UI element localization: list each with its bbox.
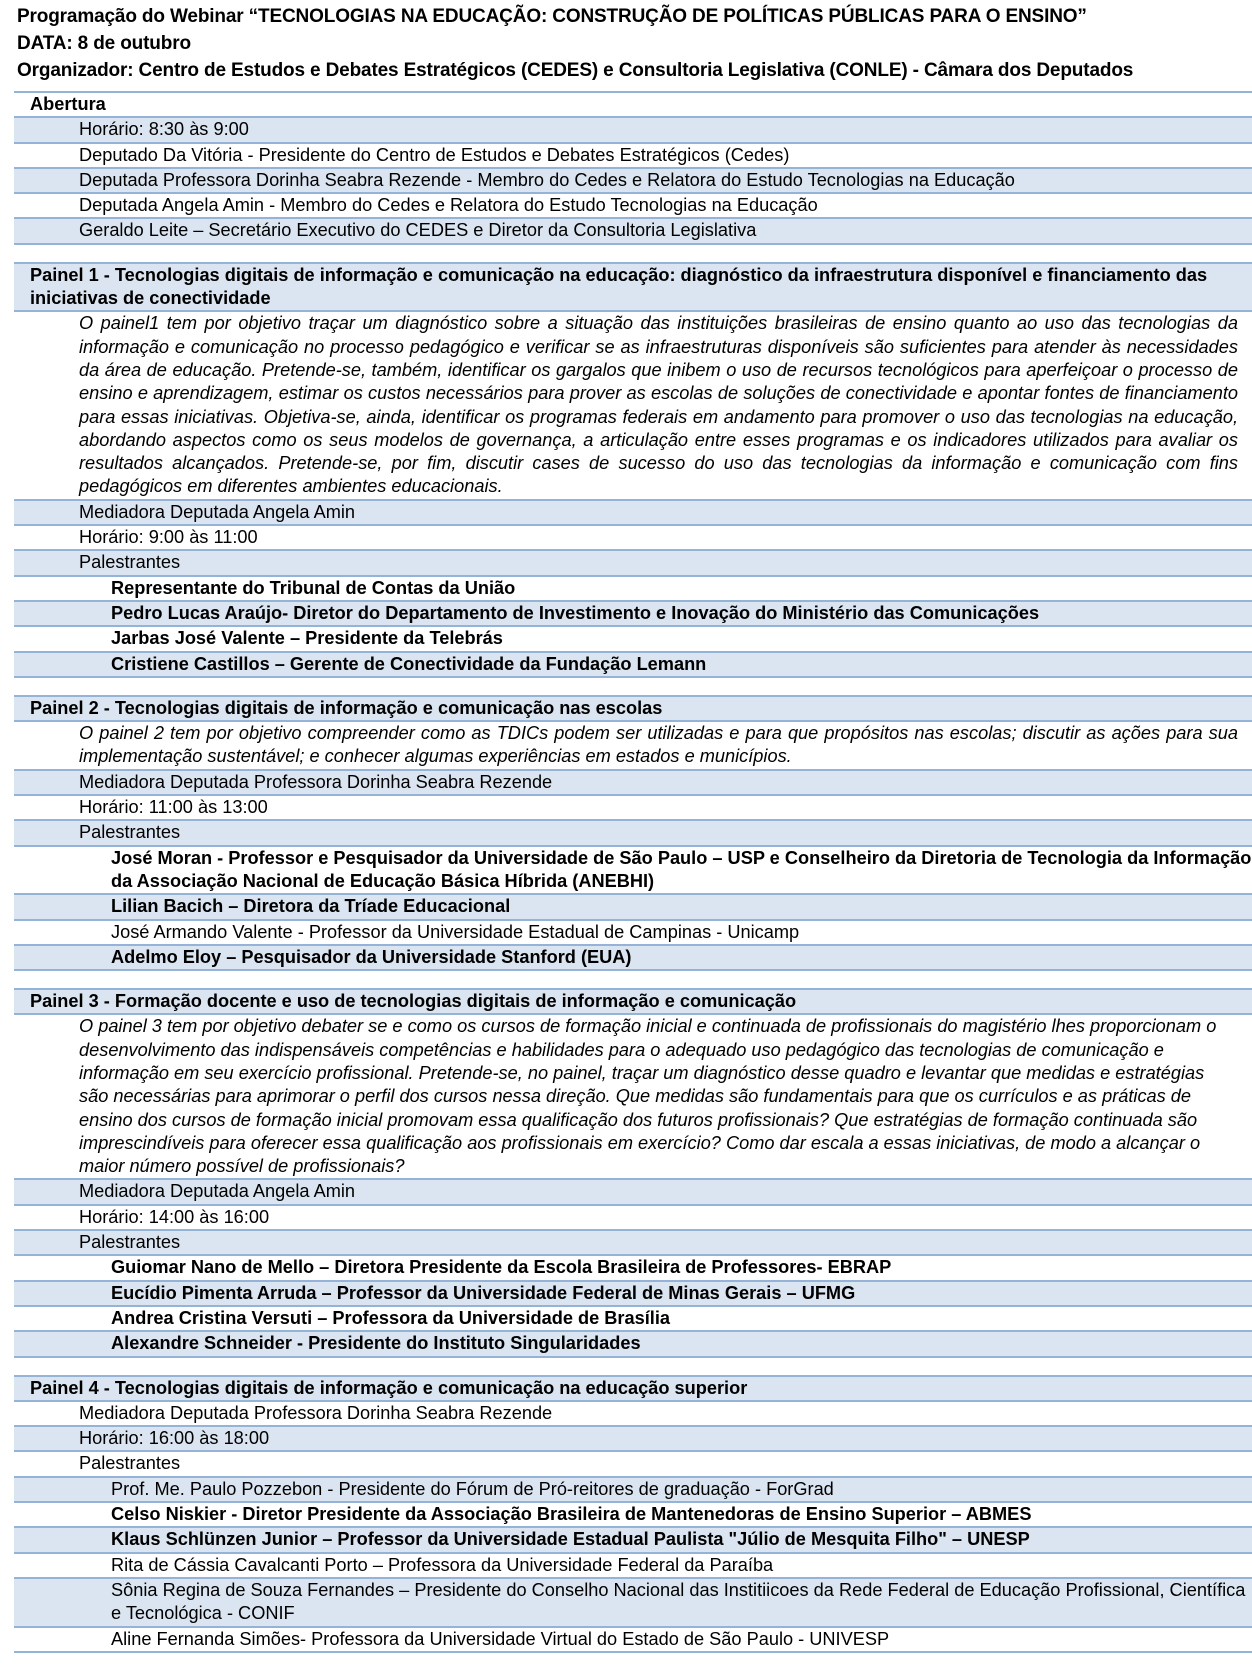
panel-description: O painel1 tem por objetivo traçar um diagnóstico sobre a situação das instituições brasileiras de ensino quanto ao uso das tecnologias da informação e comunicação no processo pedagógico e verificar se as infraestruturas disponíveis são suficientes para atender às necessidades da área de educação. Pretende-se, também, identificar os gargalos que inibem o uso de recursos tecnológicos para aperfeiçoar o processo de ensino e aprendizagem, estimar os custos necessários para prover as escolas de soluções de conectividade e apontar fontes de financiamento para essas iniciativas. Objetiva-se, ainda, identificar os programas federais em andamento para promover o uso das tecnologias na educação, abordando aspectos como os seus modelos de governança, a articulação entre esses programas e os indicadores utilizados para avaliar os resultados alcançados. Pretende-se, por fim, discutir cases de sucesso do uso das tecnologias da informação e comunicação com fins pedagógicos em diferentes ambientes educacionais. [14, 312, 1252, 500]
panel-horario: Horário: 14:00 às 16:00 [14, 1206, 1252, 1231]
section-title-abertura: Abertura [14, 91, 1252, 118]
panel-palestrantes-label: Palestrantes [14, 821, 1252, 846]
speaker-item: Pedro Lucas Araújo- Diretor do Departamento de Investimento e Inovação do Ministério das Comunicações [14, 602, 1252, 627]
panel-horario: Horário: 11:00 às 13:00 [14, 796, 1252, 821]
panel-horario: Horário: 16:00 às 18:00 [14, 1427, 1252, 1452]
speaker-item: Representante do Tribunal de Contas da União [14, 577, 1252, 602]
organizer: Organizador: Centro de Estudos e Debates Estratégicos (CEDES) e Consultoria Legislativa (CONLE) - Câmara dos Deputados [17, 60, 1134, 81]
speaker-item: Andrea Cristina Versuti – Professora da Universidade de Brasília [14, 1307, 1252, 1332]
speaker-item: Alexandre Schneider - Presidente do Instituto Singularidades [14, 1332, 1252, 1357]
section-title-painel-3: Painel 3 - Formação docente e uso de tecnologias digitais de informação e comunicação [14, 990, 1252, 1015]
webinar-title: Programação do Webinar “TECNOLOGIAS NA EDUCAÇÃO: CONSTRUÇÃO DE POLÍTICAS PÚBLICAS PARA O ENSINO” [17, 6, 1087, 27]
speaker-item: Guiomar Nano de Mello – Diretora Presidente da Escola Brasileira de Professores- EBRAP [14, 1256, 1252, 1281]
speaker-item: Jarbas José Valente – Presidente da Telebrás [14, 627, 1252, 652]
panel-horario: Horário: 9:00 às 11:00 [14, 526, 1252, 551]
speaker-item: Rita de Cássia Cavalcanti Porto – Professora da Universidade Federal da Paraíba [14, 1554, 1252, 1579]
panel-description: O painel 2 tem por objetivo compreender como as TDICs podem ser utilizadas e para que propósitos nas escolas; discutir as ações para sua implementação sustentável; e conhecer algumas experiências em estados e municípios. [14, 722, 1252, 771]
section-spacer [14, 971, 1252, 990]
section-title-painel-4: Painel 4 - Tecnologias digitais de informação e comunicação na educação superior [14, 1377, 1252, 1402]
section-title-painel-1: Painel 1 - Tecnologias digitais de informação e comunicação na educação: diagnóstico da infraestrutura disponível e financiamento das iniciativas de conectividade [14, 264, 1252, 313]
speaker-item: Sônia Regina de Souza Fernandes – Presidente do Conselho Nacional das Institiicoes da Rede Federal de Educação Profissional, Científica e Tecnológica - CONIF [14, 1579, 1252, 1628]
speaker-item: Eucídio Pimenta Arruda – Professor da Universidade Federal de Minas Gerais – UFMG [14, 1282, 1252, 1307]
panel-mediadora: Mediadora Deputada Angela Amin [14, 501, 1252, 526]
panel-palestrantes-label: Palestrantes [14, 1452, 1252, 1477]
event-date: DATA: 8 de outubro [17, 33, 191, 54]
panel-mediadora: Mediadora Deputada Professora Dorinha Seabra Rezende [14, 1402, 1252, 1427]
panel-palestrantes-label: Palestrantes [14, 551, 1252, 576]
abertura-item: Deputado Da Vitória - Presidente do Centro de Estudos e Debates Estratégicos (Cedes) [14, 144, 1252, 169]
speaker-item: Aline Fernanda Simões- Professora da Universidade Virtual do Estado de São Paulo - UNIVESP [14, 1628, 1252, 1653]
abertura-horario: Horário: 8:30 às 9:00 [14, 118, 1252, 143]
speaker-item: José Moran - Professor e Pesquisador da Universidade de São Paulo – USP e Conselheiro da Diretoria de Tecnologia da Informação da Associação Nacional de Educação Básica Híbrida (ANEBHI) [14, 847, 1252, 896]
panel-mediadora: Mediadora Deputada Professora Dorinha Seabra Rezende [14, 771, 1252, 796]
speaker-item: Klaus Schlünzen Junior – Professor da Universidade Estadual Paulista "Júlio de Mesquita Filho" – UNESP [14, 1528, 1252, 1553]
speaker-item: Lilian Bacich – Diretora da Tríade Educacional [14, 895, 1252, 920]
speaker-item: Cristiene Castillos – Gerente de Conectividade da Fundação Lemann [14, 653, 1252, 678]
panel-description: O painel 3 tem por objetivo debater se e como os cursos de formação inicial e continuada de profissionais do magistério lhes proporcionam o desenvolvimento das indispensáveis competências e habilidades para o adequado uso pedagógico das tecnologias de comunicação e informação em seu exercício profissional. Pretende-se, no painel, traçar um diagnóstico desse quadro e levantar que medidas e estratégias são necessárias para aprimorar o perfil dos cursos nessa direção. Que medidas são fundamentais para que os currículos e as práticas de ensino dos cursos de formação inicial promovam essa qualificação dos futuros profissionais? Que estratégias de formação continuada são imprescindíveis para oferecer essa qualificação aos profissionais em exercício? Como dar escala a essas iniciativas, de modo a alcançar o maior número possível de profissionais? [14, 1015, 1252, 1180]
schedule-table [14, 91, 1252, 1653]
section-spacer [14, 678, 1252, 697]
panel-mediadora: Mediadora Deputada Angela Amin [14, 1180, 1252, 1205]
speaker-item: Adelmo Eloy – Pesquisador da Universidade Stanford (EUA) [14, 946, 1252, 971]
panel-palestrantes-label: Palestrantes [14, 1231, 1252, 1256]
abertura-item: Deputada Professora Dorinha Seabra Rezende - Membro do Cedes e Relatora do Estudo Tecnologias na Educação [14, 169, 1252, 194]
abertura-item: Geraldo Leite – Secretário Executivo do CEDES e Diretor da Consultoria Legislativa [14, 219, 1252, 244]
section-spacer [14, 1358, 1252, 1377]
abertura-item: Deputada Angela Amin - Membro do Cedes e Relatora do Estudo Tecnologias na Educação [14, 194, 1252, 219]
section-spacer [14, 245, 1252, 264]
section-title-painel-2: Painel 2 - Tecnologias digitais de informação e comunicação nas escolas [14, 697, 1252, 722]
speaker-item: Celso Niskier - Diretor Presidente da Associação Brasileira de Mantenedoras de Ensino Superior – ABMES [14, 1503, 1252, 1528]
speaker-item: José Armando Valente - Professor da Universidade Estadual de Campinas - Unicamp [14, 921, 1252, 946]
speaker-item: Prof. Me. Paulo Pozzebon - Presidente do Fórum de Pró-reitores de graduação - ForGrad [14, 1478, 1252, 1503]
document-header [0, 0, 1252, 84]
